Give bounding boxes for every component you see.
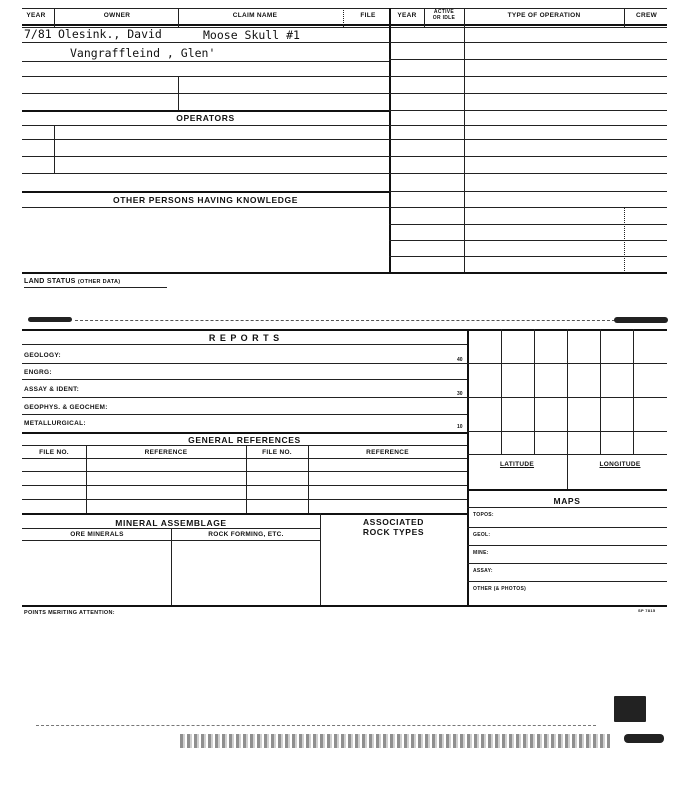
longitude-label: LONGITUDE bbox=[599, 461, 641, 468]
divider bbox=[624, 207, 625, 273]
rule bbox=[467, 397, 667, 398]
divider bbox=[424, 8, 425, 27]
rule bbox=[467, 545, 667, 546]
col-claim-name-header: CLAIM NAME bbox=[232, 12, 278, 19]
land-status-title: LAND STATUS bbox=[24, 278, 76, 285]
entry-owner-1: Olesink., David bbox=[58, 27, 162, 41]
ref-reference-header: REFERENCE bbox=[144, 449, 188, 456]
rule bbox=[22, 445, 467, 446]
rule bbox=[22, 125, 389, 126]
rule bbox=[22, 76, 389, 77]
land-status-label bbox=[24, 278, 120, 285]
form-number: SP 7815 bbox=[638, 608, 656, 613]
rule bbox=[22, 207, 389, 208]
rule bbox=[389, 207, 667, 208]
col-year-header: YEAR bbox=[26, 12, 46, 19]
rule bbox=[22, 363, 467, 364]
rule bbox=[467, 431, 667, 432]
margin-number: 40 bbox=[457, 357, 463, 363]
rule bbox=[389, 256, 667, 257]
rock-forming-header: ROCK FORMING, ETC. bbox=[208, 531, 284, 538]
col-crew-header: CREW bbox=[635, 12, 658, 19]
rule bbox=[22, 173, 389, 174]
col-owner-header: OWNER bbox=[103, 12, 131, 19]
rule bbox=[467, 489, 667, 491]
maps-heading: MAPS bbox=[553, 496, 581, 506]
points-meriting-label: POINTS MERITING ATTENTION: bbox=[24, 610, 115, 616]
maps-topos: TOPOS: bbox=[473, 512, 494, 518]
rule bbox=[389, 156, 667, 157]
report-assay: ASSAY & IDENT: bbox=[24, 386, 80, 393]
rule bbox=[24, 287, 167, 288]
ref-reference2-header: REFERENCE bbox=[366, 449, 409, 456]
rule bbox=[22, 344, 467, 345]
rule bbox=[22, 24, 667, 26]
entry-year: 7/81 bbox=[24, 27, 52, 41]
scan-artifact bbox=[180, 734, 610, 748]
scan-artifact bbox=[28, 317, 72, 322]
reports-heading: R E P O R T S bbox=[208, 333, 281, 343]
divider bbox=[178, 8, 179, 27]
rule bbox=[22, 139, 389, 140]
scan-artifact bbox=[614, 696, 646, 722]
margin-number: 30 bbox=[457, 391, 463, 397]
rule bbox=[467, 507, 667, 508]
scan-artifact bbox=[614, 317, 668, 323]
rule bbox=[389, 93, 667, 94]
general-references-heading: GENERAL REFERENCES bbox=[188, 435, 301, 445]
rule bbox=[22, 93, 389, 94]
rule bbox=[22, 605, 667, 607]
ref-file-no-header: FILE NO. bbox=[39, 449, 69, 456]
scan-artifact bbox=[624, 734, 664, 743]
col-file-header: FILE bbox=[360, 12, 376, 19]
associated-line: ASSOCIATED bbox=[362, 517, 425, 527]
maps-assay: ASSAY: bbox=[473, 568, 493, 574]
maps-other: OTHER (& PHOTOS) bbox=[473, 586, 527, 592]
latitude-label: LATITUDE bbox=[499, 461, 535, 468]
rule bbox=[22, 458, 467, 459]
rule bbox=[389, 240, 667, 241]
rule bbox=[389, 139, 667, 140]
report-geology: GEOLOGY: bbox=[24, 352, 61, 359]
rule bbox=[22, 156, 389, 157]
margin-number: 10 bbox=[457, 424, 463, 430]
rule bbox=[22, 61, 389, 62]
rule bbox=[22, 379, 467, 380]
rule bbox=[389, 110, 667, 111]
divider bbox=[320, 513, 321, 605]
divider bbox=[54, 8, 55, 27]
entry-owner-2: Vangraffleind , Glen' bbox=[70, 46, 216, 60]
divider bbox=[178, 76, 179, 111]
col-active-header bbox=[424, 9, 464, 21]
rule bbox=[22, 414, 467, 415]
rock-types-line: ROCK TYPES bbox=[362, 527, 425, 537]
rule bbox=[389, 224, 667, 225]
divider bbox=[171, 528, 172, 605]
report-geophys: GEOPHYS. & GEOCHEM: bbox=[24, 404, 108, 411]
rule bbox=[22, 513, 467, 515]
divider bbox=[633, 329, 634, 454]
rule bbox=[389, 42, 667, 43]
rule bbox=[467, 454, 667, 455]
rule bbox=[467, 563, 667, 564]
divider bbox=[246, 445, 247, 513]
land-status-subtitle: (OTHER DATA) bbox=[77, 279, 121, 285]
col-type-of-operation-header: TYPE OF OPERATION bbox=[507, 12, 581, 19]
divider bbox=[501, 329, 502, 454]
rule bbox=[75, 320, 615, 321]
report-metallurgical: METALLURGICAL: bbox=[24, 420, 86, 427]
maps-mine: MINE: bbox=[473, 550, 489, 556]
entry-claim-name: Moose Skull #1 bbox=[203, 28, 300, 42]
rule bbox=[22, 110, 389, 112]
rule bbox=[22, 499, 467, 500]
rule bbox=[389, 125, 667, 126]
rule bbox=[22, 272, 667, 274]
divider bbox=[534, 329, 535, 454]
ore-minerals-header: ORE MINERALS bbox=[70, 531, 124, 538]
col-year2-header: YEAR bbox=[397, 12, 417, 19]
divider bbox=[308, 445, 309, 513]
rule bbox=[22, 397, 467, 398]
divider bbox=[389, 8, 391, 274]
rule bbox=[22, 471, 467, 472]
rule bbox=[467, 363, 667, 364]
divider bbox=[624, 8, 625, 27]
rule bbox=[467, 527, 667, 528]
rule bbox=[22, 8, 667, 9]
rule bbox=[389, 76, 667, 77]
rule bbox=[36, 725, 596, 726]
rule bbox=[22, 485, 467, 486]
maps-geol: GEOL: bbox=[473, 532, 491, 538]
associated-rock-types-heading bbox=[320, 517, 467, 537]
rule bbox=[22, 191, 389, 193]
divider bbox=[54, 125, 55, 173]
mineral-assemblage-heading: MINERAL ASSEMBLAGE bbox=[115, 518, 227, 528]
divider bbox=[86, 445, 87, 513]
divider bbox=[343, 8, 344, 27]
report-engrg: ENGRG: bbox=[24, 369, 52, 376]
rule bbox=[22, 432, 467, 434]
ref-file-no2-header: FILE NO. bbox=[262, 449, 292, 456]
rule bbox=[22, 329, 667, 331]
divider bbox=[600, 329, 601, 454]
operators-heading: OPERATORS bbox=[176, 113, 235, 123]
divider bbox=[567, 329, 568, 489]
active-label-line1: ACTIVE bbox=[433, 9, 455, 15]
rule bbox=[467, 581, 667, 582]
rule bbox=[389, 191, 667, 192]
active-label-line2: OR IDLE bbox=[432, 15, 456, 21]
other-persons-heading: OTHER PERSONS HAVING KNOWLEDGE bbox=[112, 195, 299, 205]
rule bbox=[389, 59, 667, 60]
rule bbox=[389, 173, 667, 174]
divider bbox=[464, 8, 465, 274]
rule bbox=[22, 42, 389, 43]
